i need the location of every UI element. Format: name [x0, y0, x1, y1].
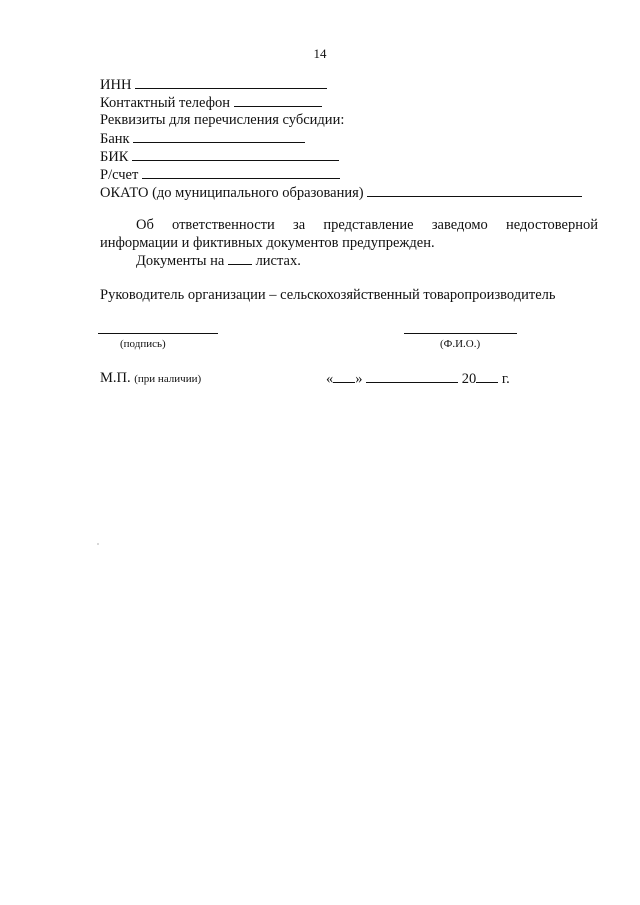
account-field[interactable] — [142, 166, 340, 179]
documents-row — [136, 252, 301, 269]
okato-row — [100, 184, 582, 201]
date-year-field[interactable] — [476, 370, 498, 383]
page-number: 14 — [313, 46, 327, 61]
date-close-quote: » — [355, 371, 363, 387]
date-month-field[interactable] — [366, 370, 458, 383]
bank-row — [100, 130, 305, 147]
phone-field[interactable] — [234, 94, 322, 107]
stamp-label: М.П. — [100, 370, 131, 386]
bik-field[interactable] — [132, 148, 339, 161]
bank-label: Банк — [100, 131, 130, 147]
bik-row — [100, 148, 339, 165]
requisites-heading: Реквизиты для перечисления субсидии: — [100, 112, 345, 128]
phone-row — [100, 94, 322, 111]
full-name-caption: (Ф.И.О.) — [440, 338, 481, 350]
documents-suffix: листах. — [255, 253, 301, 269]
account-label: Р/счет — [100, 167, 139, 183]
date-row — [326, 370, 510, 387]
okato-field[interactable] — [367, 184, 582, 197]
inn-field[interactable] — [135, 76, 327, 89]
phone-label: Контактный телефон — [100, 95, 231, 111]
documents-prefix: Документы на — [136, 253, 225, 269]
inn-row — [100, 76, 327, 93]
stamp-note: (при наличии) — [134, 373, 202, 385]
responsibility-line-1: Об ответственности за представление заведомо недостоверной — [136, 217, 598, 233]
inn-label: ИНН — [100, 77, 132, 93]
date-year-suffix: г. — [501, 371, 510, 387]
date-day-field[interactable] — [333, 370, 355, 383]
bank-field[interactable] — [133, 130, 305, 143]
head-title: Руководитель организации – сельскохозяйственный товаропроизводитель — [100, 287, 556, 303]
full-name-line[interactable] — [404, 333, 517, 334]
okato-label: ОКАТО (до муниципального образования) — [100, 185, 364, 201]
signature-caption: (подпись) — [120, 338, 166, 350]
date-open-quote: « — [326, 371, 334, 387]
date-year-prefix: 20 — [461, 371, 477, 387]
bik-label: БИК — [100, 149, 129, 165]
account-row — [100, 166, 340, 183]
responsibility-line-2: информации и фиктивных документов предупрежден. — [100, 235, 435, 251]
documents-count-field[interactable] — [228, 252, 252, 265]
stamp-row — [100, 370, 201, 387]
signature-line[interactable] — [98, 333, 218, 334]
scan-speck — [97, 543, 99, 545]
